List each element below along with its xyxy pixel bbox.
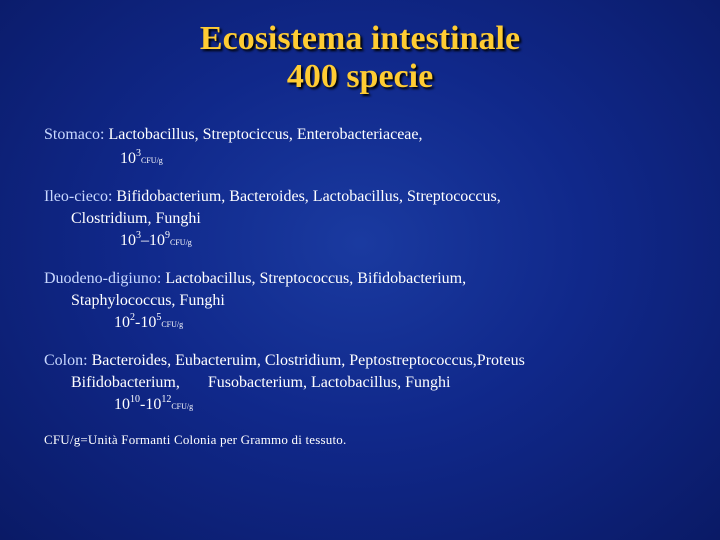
- entry-organisms-continued: Bifidobacterium, Fusobacterium, Lactobacillus, Funghi: [71, 374, 451, 391]
- value-exponent: 12: [161, 394, 172, 405]
- entry-first-line: [44, 186, 694, 208]
- entry-key: Duodeno-digiuno:: [44, 270, 162, 287]
- value-unit: CFU/g: [141, 156, 163, 165]
- entry-organisms: Bacteroides, Eubacteruim, Clostridium, Peptostreptococcus,Proteus: [91, 352, 525, 369]
- entry-organisms: Lactobacillus, Streptococcus, Bifidobacterium,: [165, 270, 467, 287]
- entry-first-line: [44, 268, 694, 290]
- entry-stomaco: [44, 124, 694, 172]
- value-exponent: 3: [136, 148, 141, 159]
- value-unit: CFU/g: [171, 402, 194, 411]
- slide-title: [0, 20, 720, 96]
- value-separator: –: [141, 232, 149, 249]
- entry-organisms: Lactobacillus, Streptociccus, Enterobacteriaceae,: [108, 126, 423, 143]
- value-separator: -: [135, 314, 141, 331]
- entry-value: [44, 148, 694, 172]
- value-base: 10: [114, 396, 130, 413]
- content-body: [44, 124, 694, 448]
- value-base: 10: [114, 314, 130, 331]
- entry-key: Stomaco:: [44, 126, 105, 143]
- value-base: 10: [140, 314, 157, 331]
- entry-duodeno-digiuno: [44, 268, 694, 336]
- value-exponent: 9: [165, 230, 170, 241]
- entry-first-line: [44, 124, 694, 146]
- value-exponent: 3: [136, 230, 141, 241]
- value-exponent: 2: [130, 312, 135, 323]
- entry-value: [44, 312, 694, 336]
- entry-first-line: [44, 350, 694, 372]
- value-separator: -: [140, 396, 146, 413]
- entry-value: [44, 394, 694, 418]
- value-base: 10: [120, 232, 136, 249]
- value-unit: CFU/g: [170, 238, 192, 247]
- value-base: 10: [120, 150, 136, 167]
- footnote: CFU/g=Unità Formanti Colonia per Grammo di tessuto.: [44, 432, 347, 447]
- value-unit: CFU/g: [161, 320, 184, 329]
- value-base: 10: [145, 396, 162, 413]
- entry-colon: [44, 350, 694, 418]
- value-base: 10: [149, 232, 165, 249]
- title-line-2: 400 specie: [286, 58, 434, 95]
- entry-organisms-continued: Clostridium, Funghi: [71, 210, 201, 227]
- entry-key: Ileo-cieco:: [44, 188, 113, 205]
- entry-key: Colon:: [44, 352, 88, 369]
- value-exponent: 10: [130, 394, 140, 405]
- title-line-1: Ecosistema intestinale: [199, 20, 521, 57]
- entry-ileo-cieco: [44, 186, 694, 254]
- entry-value: [44, 230, 694, 254]
- value-exponent: 5: [156, 312, 162, 323]
- entry-organisms: Bifidobacterium, Bacteroides, Lactobacillus, Streptococcus,: [116, 188, 501, 205]
- entry-organisms-continued: Staphylococcus, Funghi: [71, 292, 225, 309]
